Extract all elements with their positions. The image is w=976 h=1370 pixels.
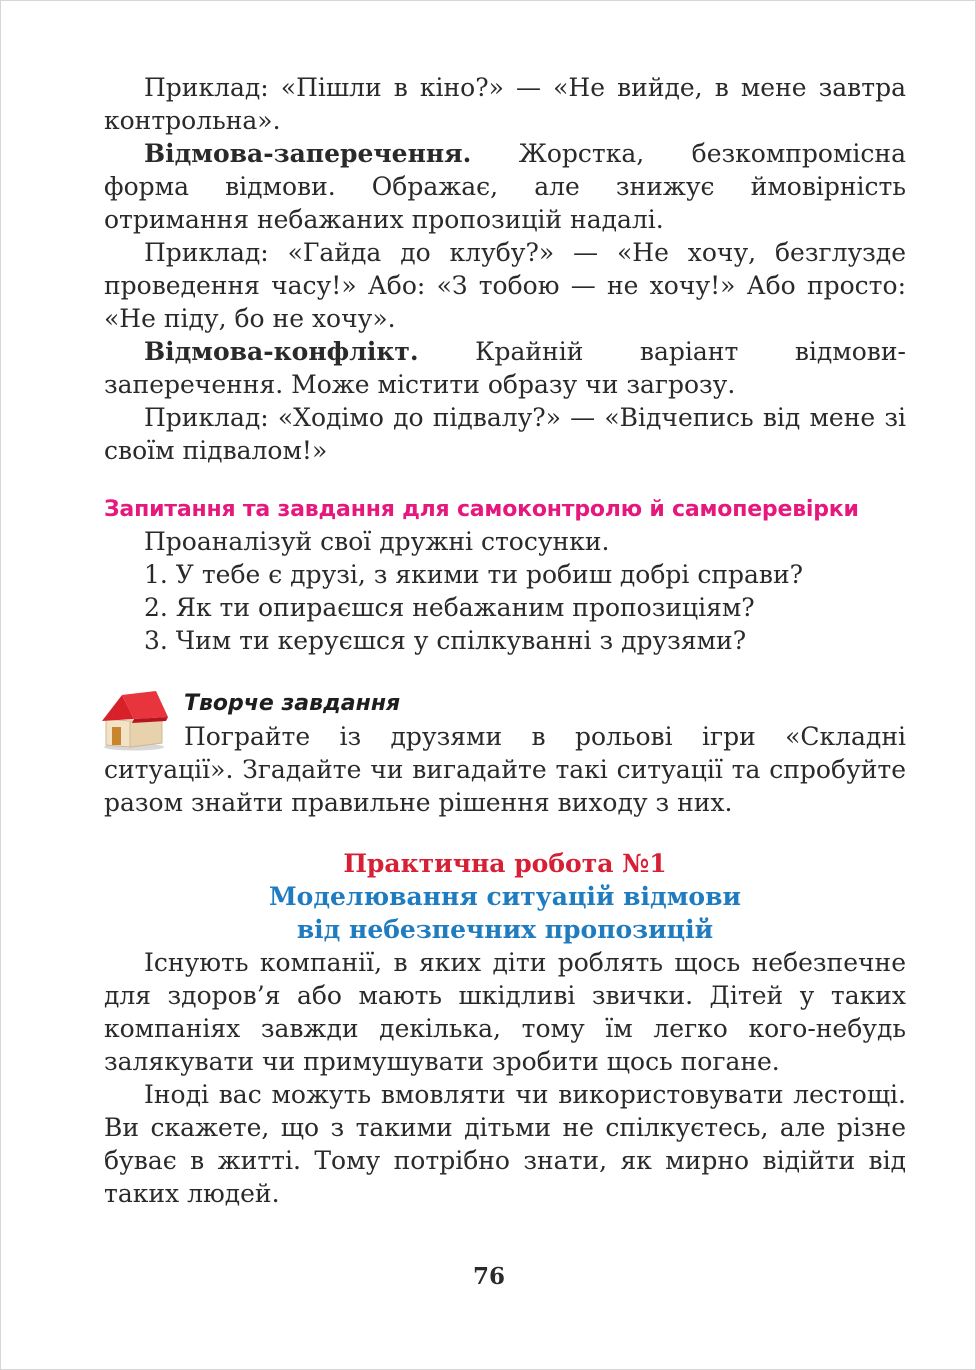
refusal-denial-term: Відмова-заперечення.: [144, 139, 472, 168]
question-item: 1. У тебе є друзі, з якими ти робиш добрі справи?: [144, 560, 804, 589]
questions-heading: Запитання та завдання для самоконтролю й самоперевірки: [104, 497, 859, 522]
practical-paragraph-1: Існують компанії, в яких діти роблять щось небезпечне для здоров’я або мають шкідливі звички. Дітей у таких компаніях завжди декілька, тому їм легко кого-небудь залякувати чи примушувати зробити щось погане.: [104, 948, 906, 1076]
questions-list: [104, 558, 906, 657]
practical-work-heading: [104, 847, 906, 946]
question-item: 3. Чим ти керуєшся у спілкуванні з друзями?: [144, 626, 747, 655]
question-item: 2. Як ти опираєшся небажаним пропозиціям?: [144, 593, 755, 622]
practical-work-topic-line-1: Моделювання ситуацій відмови: [268, 882, 742, 911]
refusal-conflict-paragraph: [104, 335, 906, 401]
practical-work-topic-line-2: від небезпечних пропозицій: [296, 915, 714, 944]
example-paragraph-3: Приклад: «Ходімо до підвалу?» — «Відчепись від мене зі своїм підвалом!»: [104, 403, 906, 465]
refusal-denial-text: Жорстка, безкомпромісна форма відмови. Ображає, але знижує ймовірність отримання небажаних пропозицій надалі.: [104, 139, 906, 234]
page-content: [104, 71, 906, 1210]
practical-work-number: Практична робота №1: [343, 849, 667, 878]
refusal-denial-paragraph: [104, 137, 906, 236]
creative-task-text: Пограйте із друзями в рольові ігри «Складні ситуації». Згадайте чи вигадайте такі ситуації та спробуйте разом знайти правильне рішення виходу з них.: [104, 722, 906, 817]
refusal-conflict-text: Крайній варіант відмови-заперечення. Може містити образу чи загрозу.: [104, 337, 906, 399]
questions-intro: Проаналізуй свої дружні стосунки.: [144, 527, 610, 556]
refusal-conflict-term: Відмова-конфлікт.: [144, 337, 419, 366]
page-number: 76: [472, 1263, 505, 1290]
creative-task-title: Творче завдання: [184, 691, 401, 716]
practical-paragraph-2: Іноді вас можуть вмовляти чи використовувати лестощі. Ви скажете, що з такими дітьми не спілкуєтесь, але різне буває в житті. Тому потрібно знати, як мирно відійти від таких людей.: [104, 1080, 906, 1208]
example-paragraph-2: Приклад: «Гайда до клубу?» — «Не хочу, безглузде проведення часу!» Або: «З тобою — не хочу!» Або просто: «Не піду, бо не хочу».: [104, 238, 906, 333]
creative-task-block: [104, 687, 906, 819]
house-icon: [100, 689, 172, 751]
example-paragraph-1: Приклад: «Пішли в кіно?» — «Не вийде, в мене завтра контрольна».: [104, 73, 906, 135]
